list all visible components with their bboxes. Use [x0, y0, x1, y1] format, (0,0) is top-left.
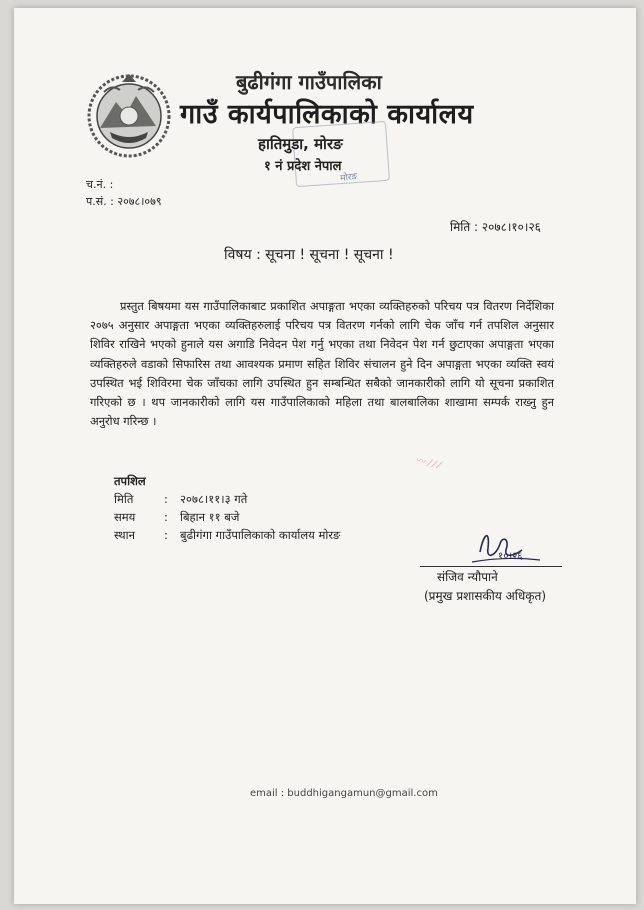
details-key: स्थान [114, 528, 135, 542]
office-location: हातिमुडा, मोरङ [258, 135, 343, 153]
subject-line: विषय : सूचना ! सूचना ! सूचना ! [224, 247, 394, 263]
details-key: मिति [114, 492, 134, 506]
letter-date: मिति : २०७८।१०।२६ [450, 220, 541, 234]
details-value: बुढीगंगा गाउँपालिकाको कार्यालय मोरङ [180, 528, 341, 542]
nepal-emblem-icon [86, 72, 172, 158]
details-row: मिति : २०७८।११।३ गते [114, 492, 248, 506]
details-title: तपशिल [114, 474, 146, 488]
signatory-title: (प्रमुख प्रशासकीय अधिकृत) [424, 589, 547, 603]
details-value: बिहान ११ बजे [180, 510, 240, 524]
cha-number: च.नं. : [86, 178, 114, 191]
details-row: स्थान : बुढीगंगा गाउँपालिकाको कार्यालय मोरङ [114, 528, 341, 542]
signatory-name: संजिव न्यौपाने [437, 570, 498, 584]
municipality-name: बुढीगंगा गाउँपालिका [236, 70, 382, 94]
office-email: email : buddhiganga​mun@gmail.com [250, 788, 438, 799]
details-section [114, 472, 340, 544]
signature-date: १०।२६ [498, 551, 523, 562]
reference-numbers [86, 176, 162, 210]
signature-line [420, 566, 562, 567]
ink-mark: 〰 ⁄ ⁄ ⁄ [414, 455, 442, 472]
office-name: गाउँ कार्यपालिकाको कार्यालय [180, 99, 474, 130]
pa-sa-number: प.सं. : २०७८।०७९ [86, 195, 162, 208]
stamp-text: मोरङ [339, 171, 358, 185]
details-row: समय : बिहान ११ बजे [114, 510, 240, 524]
details-value: २०७८।११।३ गते [180, 492, 248, 506]
province-label: १ नं प्रदेश नेपाल [264, 159, 342, 174]
details-key: समय [114, 510, 136, 524]
notice-body: प्रस्तुत बिषयमा यस गाउँपालिकाबाट प्रकाशित अपाङ्गता भएका व्यक्तिहरुको परिचय पत्र वितरण निर्देशिका २०७५ अनुसार अपाङ्गता भएका व्यक्तिहरुलाई परिचय पत्र वितरण गर्नको लागि चेक जाँच गर्न तपशिल अनुसार शिविर राखिने भएको हुनाले यस अगाडि निवेदन पेश गर्नु भएका तथा निवेदन पेश गर्न छुटाएका अपाङ्गता भएका व्यक्तिहरुले वडाको सिफारिस तथा आवश्यक प्रमाण सहित शिविर संचालन हुने दिन अपाङ्गता भएका व्यक्ति स्वयं उपस्थित भई शिविरमा चेक जाँचका लागि उपस्थित हुन सम्बन्धित सबैको जानकारीको लागि यो सूचना प्रकाशित गरिएको छ । थप जानकारीको लागि यस गाउँपालिकाको महिला तथा बालबालिका शाखामा सम्पर्क राख्नु हुन अनुरोध गरिन्छ । [90, 299, 554, 429]
